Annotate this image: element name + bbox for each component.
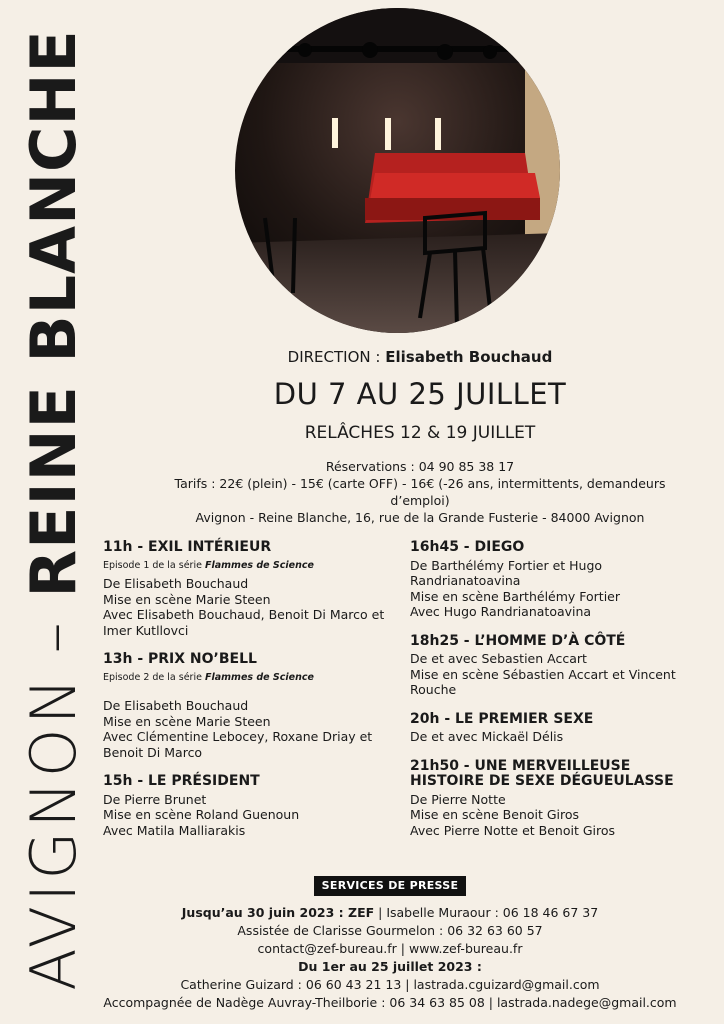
show-title: 13h - PRIX NO’BELL [103,651,257,667]
tarifs: Tarifs : 22€ (plein) - 15€ (carte OFF) - 16€ (-26 ans, intermittents, demandeurs d’emploi) [174,476,666,508]
episode-note: Episode 1 de la série Flammes de Science [103,559,314,571]
press-contact[interactable]: contact@zef-bureau.fr | www.zef-bureau.fr [257,941,523,956]
theatre-photo [235,8,560,333]
reservations: Réservations : 04 90 85 38 17 [325,459,515,474]
show-title: 15h - LE PRÉSIDENT [103,773,260,789]
show-author: De et avec Mickaël Délis [410,729,564,744]
show-title: 16h45 - DIEGO [410,539,525,555]
show-director: Mise en scène Marie Steen [103,713,271,729]
press-line-2: Assistée de Clarisse Gourmelon : 06 32 63 60 57 [237,923,543,938]
press-line-6[interactable]: Accompagnée de Nadège Auvray-Theilborie : 06 34 63 85 08 | lastrada.nadege@gmail.com [103,995,677,1010]
address: Avignon - Reine Blanche, 16, rue de la Grande Fusterie - 84000 Avignon [195,510,645,525]
show-cast: Avec Elisabeth Bouchaud, Benoit Di Marco et Imer Kutllovci [103,607,385,638]
title-separator: – [17,618,90,654]
show-author: De Barthélémy Fortier et Hugo Randrianatoavina [410,557,603,588]
show-director: Mise en scène Roland Guenoun [103,807,300,822]
show-title: 20h - LE PREMIER SEXE [410,710,594,727]
vertical-title [17,10,90,1010]
show-author: De et avec Sebastien Accart [410,651,587,666]
show-cast: Avec Hugo Randrianatoavina [410,604,592,619]
show-director: Mise en scène Benoit Giros [410,807,580,822]
direction-label: DIRECTION : [287,348,381,366]
show-director: Mise en scène Marie Steen [103,591,271,607]
press-services [100,876,680,1012]
show-cast: Avec Pierre Notte et Benoit Giros [410,822,616,838]
show-director: Mise en scène Barthélémy Fortier [410,588,621,604]
show-diego [410,540,690,620]
show-author: De Elisabeth Bouchaud [103,576,249,591]
press-line-1: Jusqu’au 30 juin 2023 : ZEF | Isabelle Muraour : 06 18 46 67 37 [181,905,599,920]
show-cast: Avec Clémentine Lebocey, Roxane Driay et Benoit Di Marco [103,729,373,760]
show-title: 21h50 - UNE MERVEILLEUSE HISTOIRE DE SEXE DÉGUEULASSE [410,757,674,789]
show-author: De Elisabeth Bouchaud [103,698,249,713]
show-le-president [103,774,395,838]
show-director: Mise en scène Sébastien Accart et Vincent Rouche [410,666,676,697]
show-cast: Avec Matila Malliarakis [103,822,246,838]
show-merveilleuse-histoire [410,759,690,839]
city-name: AVIGNON [17,674,90,991]
press-line-4: Du 1er au 25 juillet 2023 : [298,959,482,974]
shows-right-column [410,540,690,852]
show-homme-a-cote [410,634,690,698]
practical-info [150,458,690,526]
show-exil-interieur [103,540,395,638]
direction-line [150,348,690,366]
show-author: De Pierre Brunet [103,791,207,807]
shows-left-column [103,540,395,852]
relache-dates: RELÂCHES 12 & 19 JUILLET [304,423,536,443]
show-title: 18h25 - L’HOMME D’À CÔTÉ [410,632,626,649]
episode-note: Episode 2 de la série Flammes de Science [103,671,314,683]
show-author: De Pierre Notte [410,791,506,807]
director-name: Elisabeth Bouchaud [385,348,553,366]
press-line-5[interactable]: Catherine Guizard : 06 60 43 21 13 | lastrada.cguizard@gmail.com [180,977,600,992]
show-title: 11h - EXIL INTÉRIEUR [103,539,272,555]
festival-dates: DU 7 AU 25 JUILLET [273,377,567,411]
venue-name: REINE BLANCHE [17,29,90,598]
show-prix-nobell [103,652,395,760]
press-badge: SERVICES DE PRESSE [314,876,467,896]
show-premier-sexe [410,712,690,745]
